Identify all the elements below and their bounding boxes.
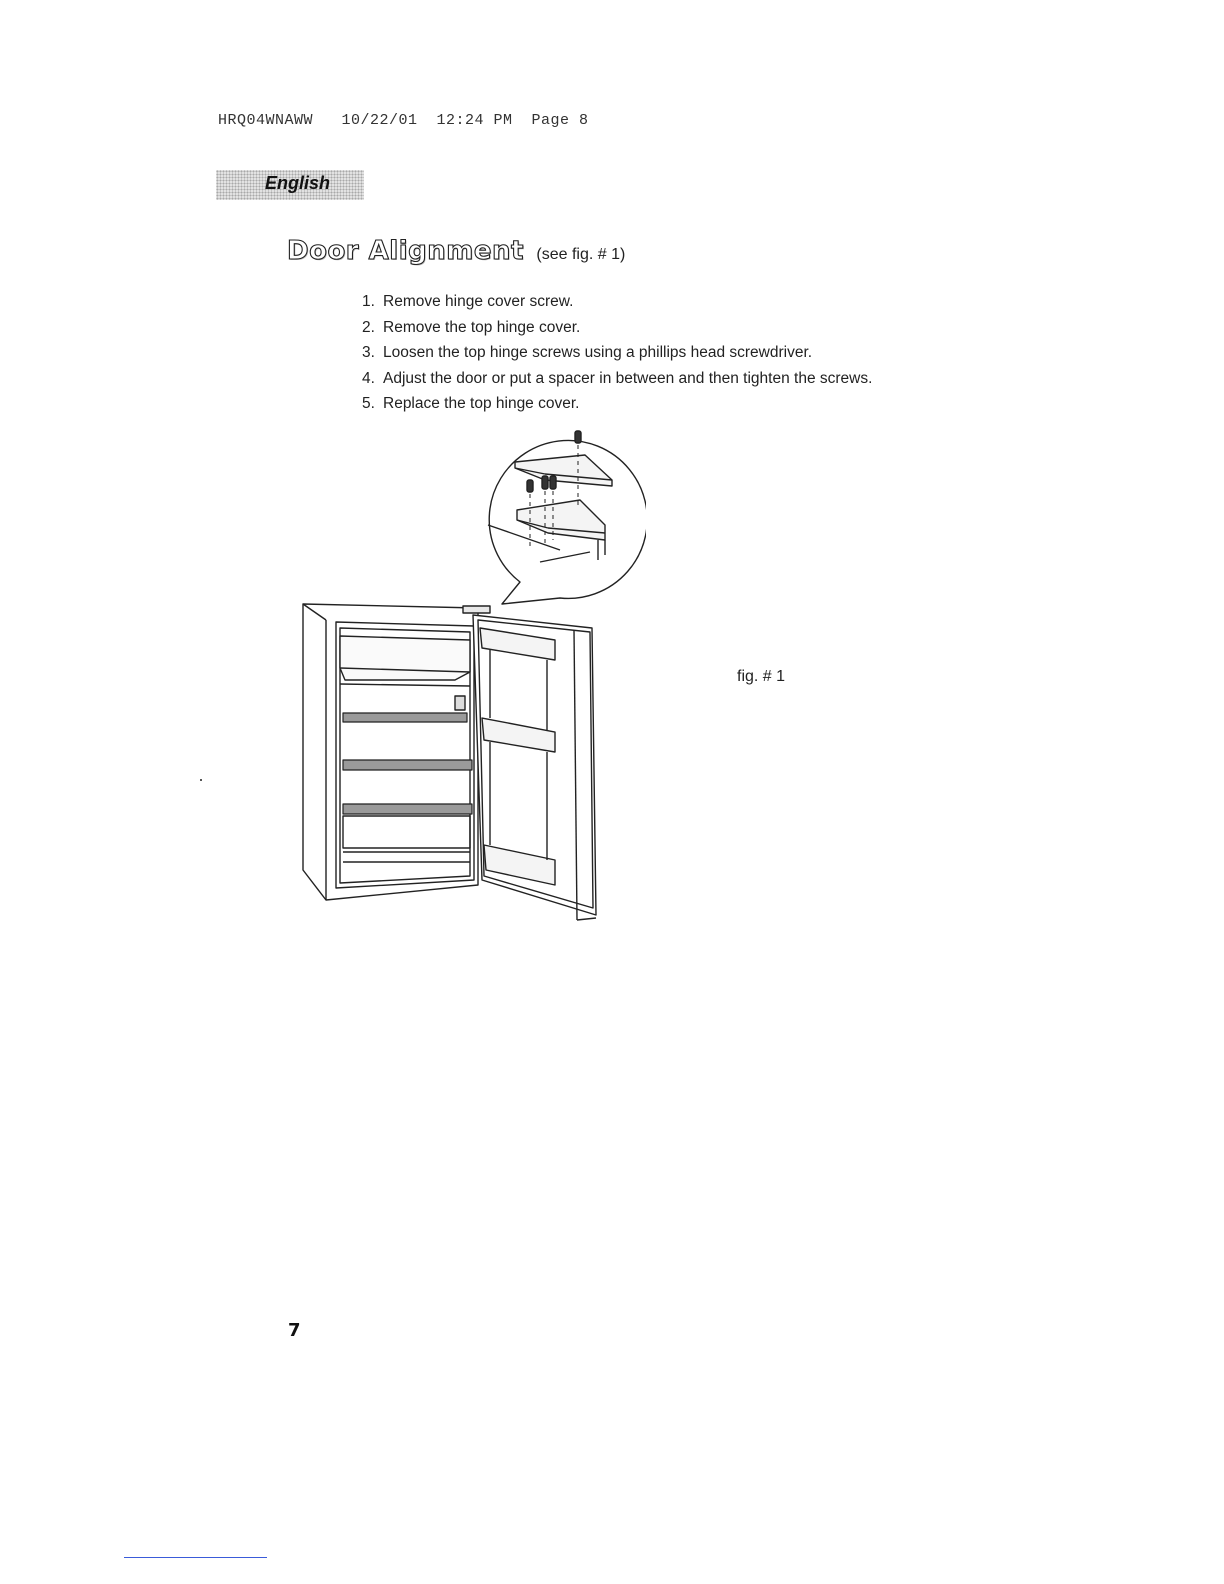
step-number: 3. [362,344,375,361]
step-item [362,289,872,315]
figure-caption: fig. # 1 [737,668,786,685]
step-text: Adjust the door or put a spacer in between and then tighten the screws. [383,369,873,387]
stray-mark [200,779,202,781]
page-number: 7 [288,1320,301,1341]
step-text: Remove the top hinge cover. [383,318,581,336]
step-text: Replace the top hinge cover. [383,395,580,412]
freezer-compartment [340,636,470,680]
footnote-rule [124,1557,267,1558]
step-text: Loosen the top hinge screws using a phillips head screwdriver. [383,344,813,361]
refrigerator-illustration [296,422,646,928]
page-header: HRQ04WNAWW 10/22/01 12:24 PM Page 8 [218,112,589,129]
step-item [362,366,872,392]
step-item [362,315,872,341]
step-number: 5. [362,395,375,412]
section-heading [287,236,625,266]
step-item [362,391,872,417]
step-number: 1. [362,293,375,310]
step-text: Remove hinge cover screw. [383,293,574,310]
step-number: 2. [362,318,375,336]
figure-reference: (see fig. # 1) [536,246,626,263]
step-item [362,340,872,366]
section-title: Door Alignment [287,236,524,266]
language-tab-label: English [265,173,331,193]
instruction-steps [362,289,872,417]
step-number: 4. [362,369,375,387]
